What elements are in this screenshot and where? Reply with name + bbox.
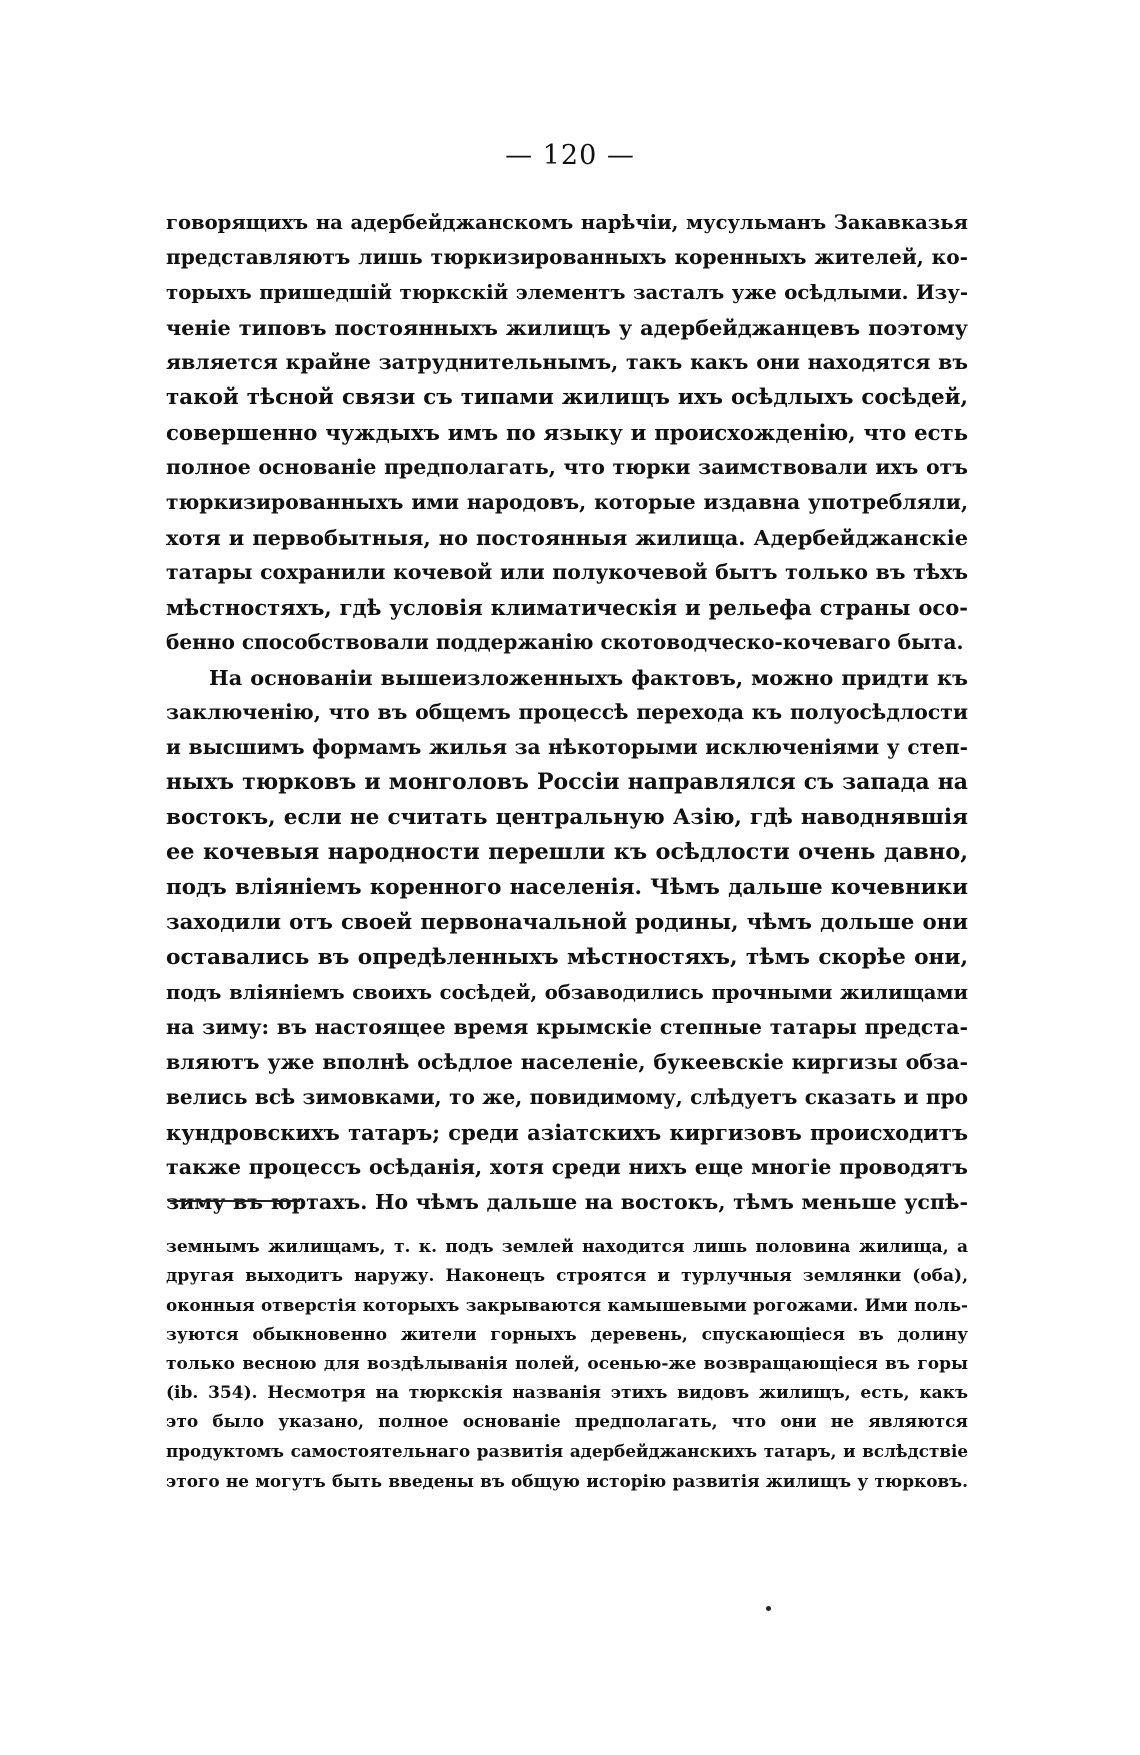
footnote-line: другая выходитъ наружу. Наконецъ строятся и турлучныя землянки (оба),	[166, 1266, 968, 1287]
text-line: заходили отъ своей первоначальной родины, чѣмъ дольше они	[166, 910, 968, 935]
paragraph-1	[166, 205, 968, 660]
text-line: заключенію, что въ общемъ процессѣ перехода къ полуосѣдлости	[166, 700, 968, 724]
footnote-line: (ib. 354). Несмотря на тюркскія названія этихъ видовъ жилищъ, есть, какъ	[166, 1382, 968, 1403]
text-line: востокъ, если не считать центральную Азію, гдѣ наводнявшія	[166, 805, 968, 830]
footnote-line: зуются обыкновенно жители горныхъ деревень, спускающіеся въ долину	[166, 1324, 968, 1345]
text-line: также процессъ осѣданія, хотя среди нихъ еще многіе проводятъ	[166, 1155, 968, 1179]
text-line: оставались въ опредѣленныхъ мѣстностяхъ, тѣмъ скорѣе они,	[166, 945, 968, 970]
text-line: татары сохранили кочевой или полукочевой бытъ только въ тѣхъ	[166, 560, 968, 584]
text-line: тюркизированныхъ ими народовъ, которые издавна употребляли,	[166, 490, 968, 514]
footnote-line: оконныя отверстія которыхъ закрываются камышевыми рогожами. Ими поль-	[166, 1295, 968, 1316]
text-line: ченіе типовъ постоянныхъ жилищъ у адербейджанцевъ поэтому	[166, 315, 968, 340]
text-line: подъ вліяніемъ коренного населенія. Чѣмъ дальше кочевники	[166, 875, 968, 900]
text-line: На основаніи вышеизложенныхъ фактовъ, можно придти къ	[209, 665, 968, 690]
text-line: совершенно чуждыхъ имъ по языку и происхожденію, что есть	[166, 420, 968, 445]
text-line: вляютъ уже вполнѣ осѣдлое населеніе, букеевскіе киргизы обза-	[166, 1050, 968, 1074]
footnote-line: это было указано, полное основаніе предполагать, что они не являются	[166, 1412, 968, 1433]
text-line: говорящихъ на адербейджанскомъ нарѣчіи, мусульманъ Закавказья	[166, 211, 968, 234]
text-line: бенно способствовали поддержанію скотоводческо-кочеваго быта.	[166, 630, 964, 654]
main-text	[166, 205, 968, 1220]
text-line: подъ вліяніемъ своихъ сосѣдей, обзаводились прочными жилищами	[166, 981, 968, 1004]
text-line: ее кочевыя народности перешли къ осѣдлости очень давно,	[166, 839, 968, 865]
text-line: представляютъ лишь тюркизированныхъ коренныхъ жителей, ко-	[166, 245, 968, 269]
text-line: кундровскихъ татаръ; среди азіатскихъ киргизовъ происходитъ	[166, 1120, 968, 1145]
text-line: такой тѣсной связи съ типами жилищъ ихъ осѣдлыхъ сосѣдей,	[166, 385, 968, 410]
text-line: полное основаніе предполагать, что тюрки заимствовали ихъ отъ	[166, 455, 968, 479]
text-line: ныхъ тюрковъ и монголовъ Россіи направлялся съ запада на	[166, 769, 968, 795]
text-line: торыхъ пришедшій тюркскій элементъ засталъ уже осѣдлыми. Изу-	[166, 281, 968, 304]
footnote-line: этого не могутъ быть введены въ общую исторію развитія жилищъ у тюрковъ.	[166, 1470, 968, 1491]
footnote-divider	[168, 1200, 300, 1202]
text-line: хотя и первобытныя, но постоянныя жилища. Адербейджанскіе	[166, 525, 968, 550]
text-line: на зиму: въ настоящее время крымскіе степные татары предста-	[166, 1015, 968, 1039]
ink-dot	[766, 1606, 771, 1611]
text-line: зиму въ юртахъ. Но чѣмъ дальше на востокъ, тѣмъ меньше успѣ-	[166, 1190, 968, 1214]
page-number: — 120 —	[505, 140, 635, 171]
text-line: и высшимъ формамъ жилья за нѣкоторыми исключеніями у степ-	[166, 735, 968, 759]
footnote-line: только весною для воздѣлыванія полей, осенью-же возвращающіеся въ горы	[166, 1353, 968, 1374]
text-line: мѣстностяхъ, гдѣ условія климатическія и рельефа страны осо-	[166, 595, 968, 620]
footnote-line: продуктомъ самостоятельнаго развитія адербейджанскихъ татаръ, и вслѣдствіе	[166, 1441, 968, 1462]
text-line: велись всѣ зимовками, то же, повидимому, слѣдуетъ сказать и про	[166, 1085, 968, 1109]
text-line: является крайне затруднительнымъ, такъ какъ они находятся въ	[166, 350, 968, 374]
paragraph-2	[166, 660, 968, 1220]
footnote	[166, 1233, 968, 1496]
footnote-line: земнымъ жилищамъ, т. к. подъ землей находится лишь половина жилища, а	[166, 1237, 968, 1257]
